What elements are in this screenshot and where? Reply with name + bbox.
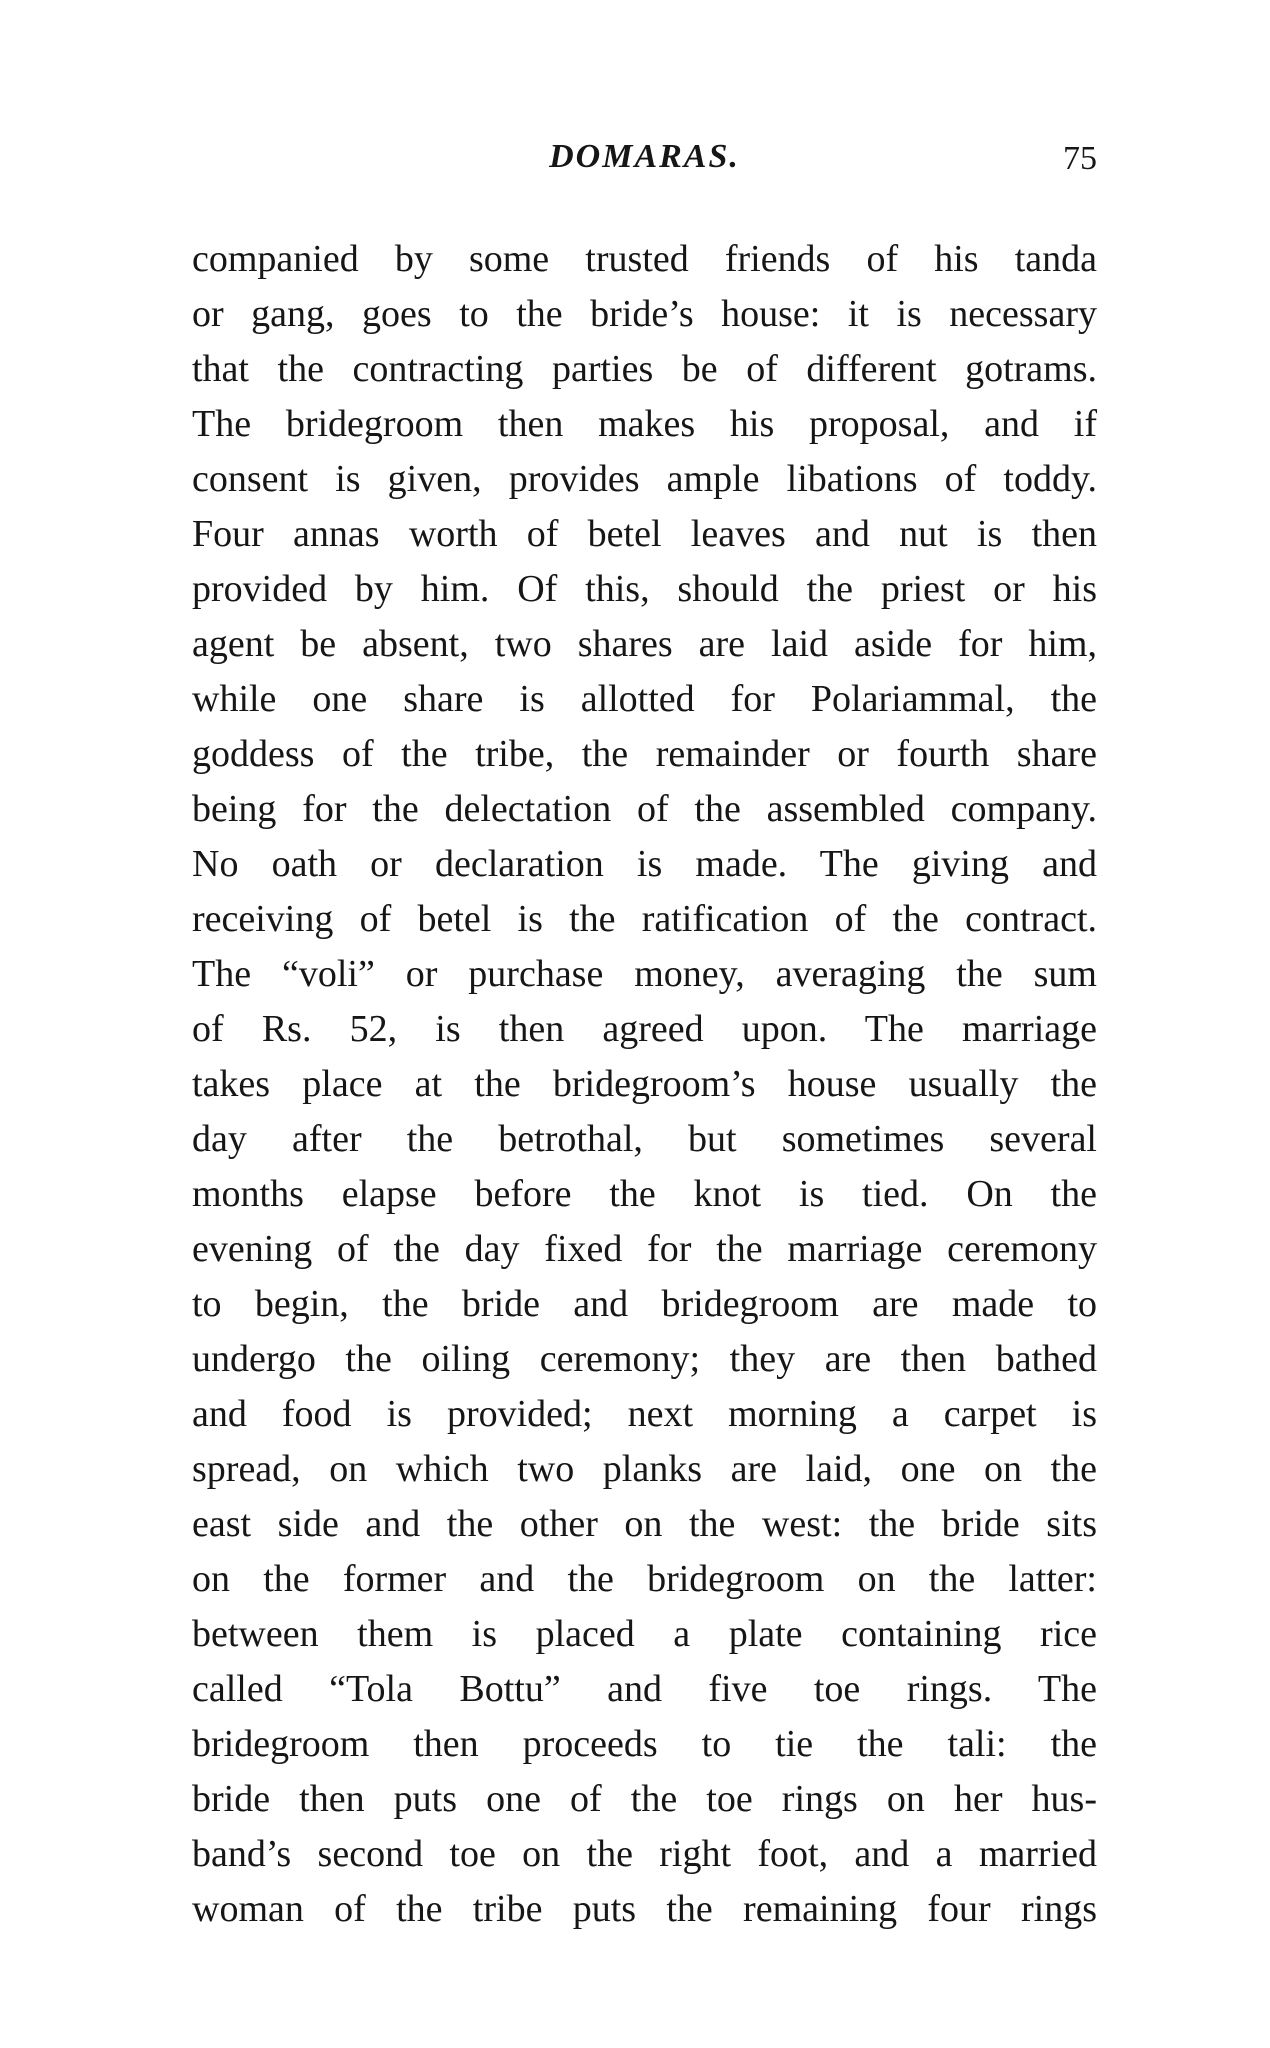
- text-line: months elapse before the knot is tied. On the: [192, 1173, 1097, 1215]
- text-line: takes place at the bridegroom’s house usually the: [192, 1063, 1097, 1105]
- text-line: to begin, the bride and bridegroom are made to: [192, 1283, 1097, 1325]
- text-line: spread, on which two planks are laid, one on the: [192, 1448, 1097, 1490]
- text-line: east side and the other on the west: the bride sits: [192, 1503, 1097, 1545]
- text-line: The “voli” or purchase money, averaging the sum: [192, 953, 1097, 995]
- text-line: on the former and the bridegroom on the latter:: [192, 1558, 1097, 1600]
- page-number: 75: [1063, 140, 1097, 177]
- text-line: that the contracting parties be of different gotrams.: [192, 348, 1097, 390]
- text-line: The bridegroom then makes his proposal, and if: [192, 403, 1097, 445]
- text-line: agent be absent, two shares are laid aside for him,: [192, 623, 1097, 665]
- text-line: being for the delectation of the assembled company.: [192, 788, 1097, 830]
- text-line: companied by some trusted friends of his tanda: [192, 238, 1097, 280]
- text-line: provided by him. Of this, should the priest or his: [192, 568, 1097, 610]
- text-line: goddess of the tribe, the remainder or fourth share: [192, 733, 1097, 775]
- body-text: [192, 232, 1097, 1937]
- running-title: DOMARAS.: [549, 138, 740, 175]
- text-line: bride then puts one of the toe rings on her hus-: [192, 1778, 1097, 1820]
- text-line: and food is provided; next morning a carpet is: [192, 1393, 1097, 1435]
- text-line: or gang, goes to the bride’s house: it is necessary: [192, 293, 1097, 335]
- text-line: between them is placed a plate containing rice: [192, 1613, 1097, 1655]
- text-line: day after the betrothal, but sometimes several: [192, 1118, 1097, 1160]
- text-line: bridegroom then proceeds to tie the tali: the: [192, 1723, 1097, 1765]
- text-line: Four annas worth of betel leaves and nut is then: [192, 513, 1097, 555]
- text-line: woman of the tribe puts the remaining four rings: [192, 1888, 1097, 1930]
- text-line: called “Tola Bottu” and five toe rings. The: [192, 1668, 1097, 1710]
- text-line: No oath or declaration is made. The giving and: [192, 843, 1097, 885]
- text-line: band’s second toe on the right foot, and a married: [192, 1833, 1097, 1875]
- text-line: undergo the oiling ceremony; they are then bathed: [192, 1338, 1097, 1380]
- text-line: consent is given, provides ample libations of toddy.: [192, 458, 1097, 500]
- text-line: while one share is allotted for Polariammal, the: [192, 678, 1097, 720]
- text-line: of Rs. 52, is then agreed upon. The marriage: [192, 1008, 1097, 1050]
- text-line: receiving of betel is the ratification of the contract.: [192, 898, 1097, 940]
- running-head: [192, 138, 1097, 188]
- text-line: evening of the day fixed for the marriage ceremony: [192, 1228, 1097, 1270]
